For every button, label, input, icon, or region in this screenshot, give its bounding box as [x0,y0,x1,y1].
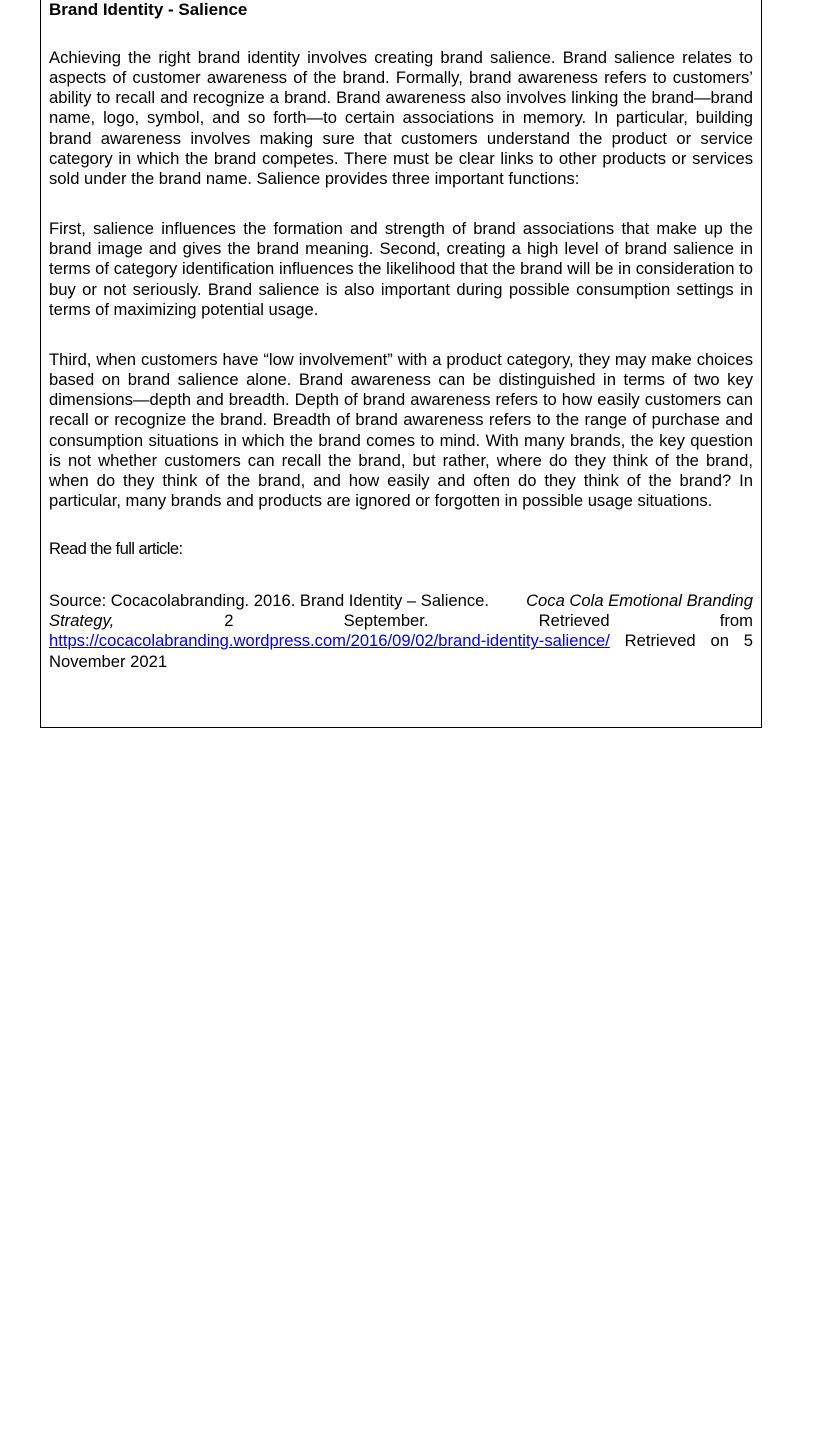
source-retrieved-date: Retrieved on 5 November 2021 [49,631,758,671]
paragraph-first-second: First, salience influences the formation and strength of brand associations that make up the brand image and gives the brand meaning. Second, creating a high level of brand salience in terms of category identification influences the likelihood that the brand will be in consideration to buy or not seriously. Brand salience is also important during possible consumption settings in terms of maximizing potential usage. [49,219,753,319]
paragraph-third: Third, when customers have “low involvement” with a product category, they may make choices based on brand salience alone. Brand awareness can be distinguished in terms of two key dimensions—depth and breadth. Depth of brand awareness refers to how easily customers can recall or recognize the brand. Breadth of brand awareness refers to the range of purchase and consumption situations in which the brand comes to mind. With many brands, the key question is not whether customers can recall the brand, but rather, where do they think of the brand, when do they think of the brand, and how easily and often do they think of the brand? In particular, many brands and products are ignored or forgotten in possible usage situations. [49,349,753,510]
article-box [40,0,762,728]
source-citation [49,591,758,672]
source-line-3 [49,631,758,671]
source-journal-title-b: Strategy, [49,611,115,631]
source-journal-title-a: Coca Cola Emotional Branding [526,591,753,611]
source-url-link[interactable]: https://cocacolabranding.wordpress.com/2016/09/02/brand-identity-salience/ [49,631,610,651]
source-day: 2 [224,611,234,631]
read-full-article-label: Read the full article: [49,539,183,559]
source-line-1 [49,591,753,611]
article-title: Brand Identity - Salience [49,0,248,19]
source-month: September. [343,611,429,631]
source-line-2 [49,611,753,631]
source-retrieved-word: Retrieved [538,611,610,631]
paragraph-intro: Achieving the right brand identity involves creating brand salience. Brand salience relates to aspects of customer awareness of the brand. Formally, brand awareness refers to customers’ ability to recall and recognize a brand. Brand awareness also involves linking the brand—brand name, logo, symbol, and so forth—to certain associations in memory. In particular, building brand awareness involves making sure that customers understand the product or service category in which the brand competes. There must be clear links to other products or services sold under the brand name. Salience provides three important functions: [49,48,753,188]
source-prefix: Source: Cocacolabranding. 2016. Brand Identity – Salience. [49,591,494,611]
source-from-word: from [719,611,753,631]
